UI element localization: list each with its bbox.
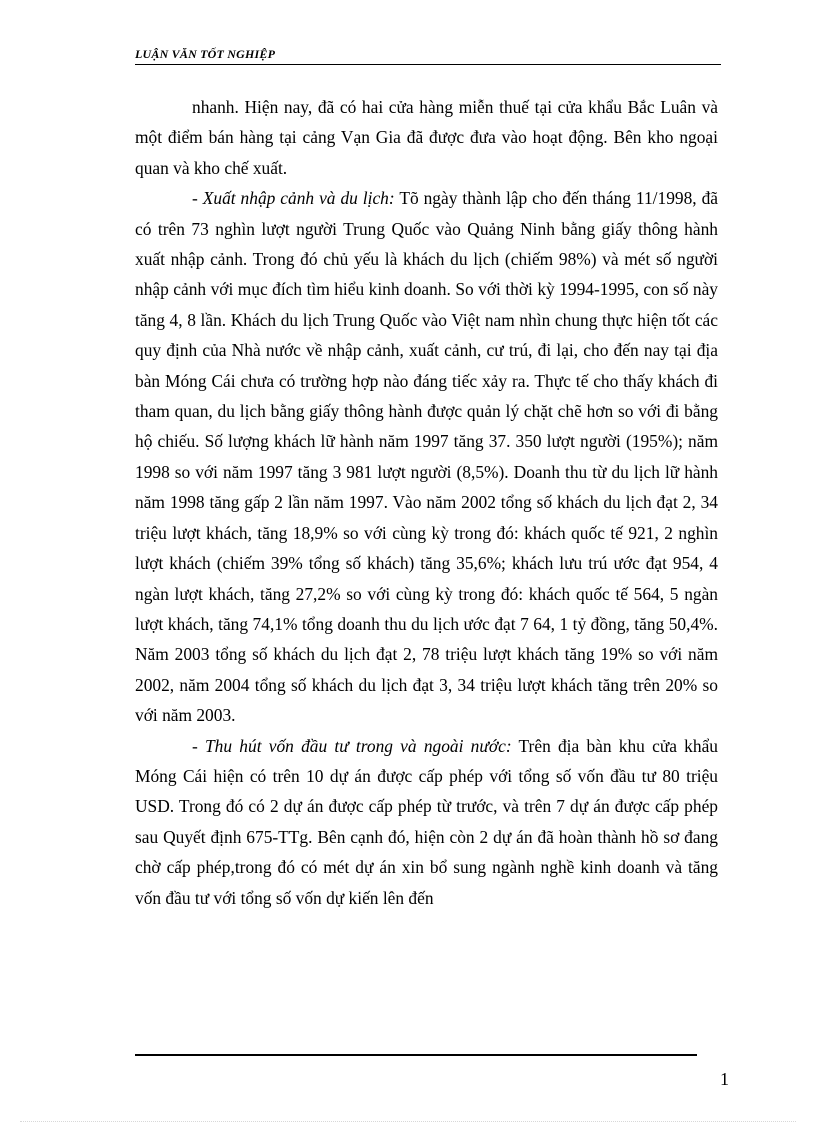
paragraph-continuation: nhanh. Hiện nay, đã có hai cửa hàng miễn thuế tại cửa khẩu Bắc Luân và một điểm bán hàng tại cảng Vạn Gia đã được đưa vào hoạt động. Bên kho ngoại quan và kho chế xuất. [135, 97, 718, 178]
paragraph-investment: - Thu hút vốn đầu tư trong và ngoài nước: Trên địa bàn khu cửa khẩu Móng Cái hiện có trên 10 dự án được cấp phép với tổng số vốn đầu tư 80 triệu USD. Trong đó có 2 dự án được cấp phép từ trước, và trên 7 dự án được cấp phép sau Quyết định 675-TTg. Bên cạnh đó, hiện còn 2 dự án đã hoàn thành hồ sơ đang chờ cấp phép,trong đó có mét dự án xin bổ sung ngành nghề kinh doanh và tăng vốn đầu tư với tổng số vốn dự kiến lên đến [135, 735, 718, 908]
page-header: LUẬN VĂN TỐT NGHIỆP [135, 47, 721, 65]
page-number: 1 [720, 1069, 729, 1089]
page-edge-divider [20, 1121, 796, 1122]
paragraph-immigration-tourism: - Xuất nhập cảnh và du lịch: Tõ ngày thành lập cho đến tháng 11/1998, đã có trên 73 nghìn lượt người Trung Quốc vào Quảng Ninh bằng giấy thông hành xuất nhập cảnh. Trong đó chủ yếu là khách du lịch (chiếm 98%) và mét số người nhập cảnh với mục đích tìm hiểu kinh doanh. So với thời kỳ 1994-1995, con số này tăng 4, 8 lần. Khách du lịch Trung Quốc vào Việt nam nhìn chung thực hiện tốt các quy định của Nhà nước về nhập cảnh, xuất cảnh, cư trú, đi lại, cho đến nay tại địa bàn Móng Cái chưa có trường hợp nào đáng tiếc xảy ra. Thực tế cho thấy khách đi tham quan, du lịch bằng giấy thông hành được quản lý chặt chẽ hơn so với đi bằng hộ chiếu. Số lượng khách lữ hành năm 1997 tăng 37. 350 lượt người (195%); năm 1998 so với năm 1997 tăng 3 981 lượt người (8,5%). Doanh thu từ du lịch lữ hành năm 1998 tăng gấp 2 lần năm 1997. Vào năm 2002 tổng số khách du lịch đạt 2, 34 triệu lượt khách, tăng 18,9% so với cùng kỳ trong đó: khách quốc tế 921, 2 nghìn lượt khách (chiếm 39% tổng số khách) tăng 35,6%; khách lưu trú ước đạt 954, 4 ngàn lượt khách, tăng 27,2% so với cùng kỳ trong đó: khách quốc tế 564, 5 ngàn lượt khách, tăng 74,1% tổng doanh thu du lịch ước đạt 7 64, 1 tỷ đồng, tăng 50,4%. Năm 2003 tổng số khách du lịch đạt 2, 78 triệu lượt khách tăng 19% so với năm 2002, năm 2004 tổng số khách du lịch đạt 3, 34 triệu lượt khách tăng trên 20% so với năm 2003. [135, 188, 718, 726]
paragraph-heading: - Thu hút vốn đầu tư trong và ngoài nước: [192, 735, 512, 756]
paragraph-heading: - Xuất nhập cảnh và du lịch: [192, 188, 395, 209]
footer-divider [135, 1054, 697, 1056]
document-body [135, 92, 718, 913]
